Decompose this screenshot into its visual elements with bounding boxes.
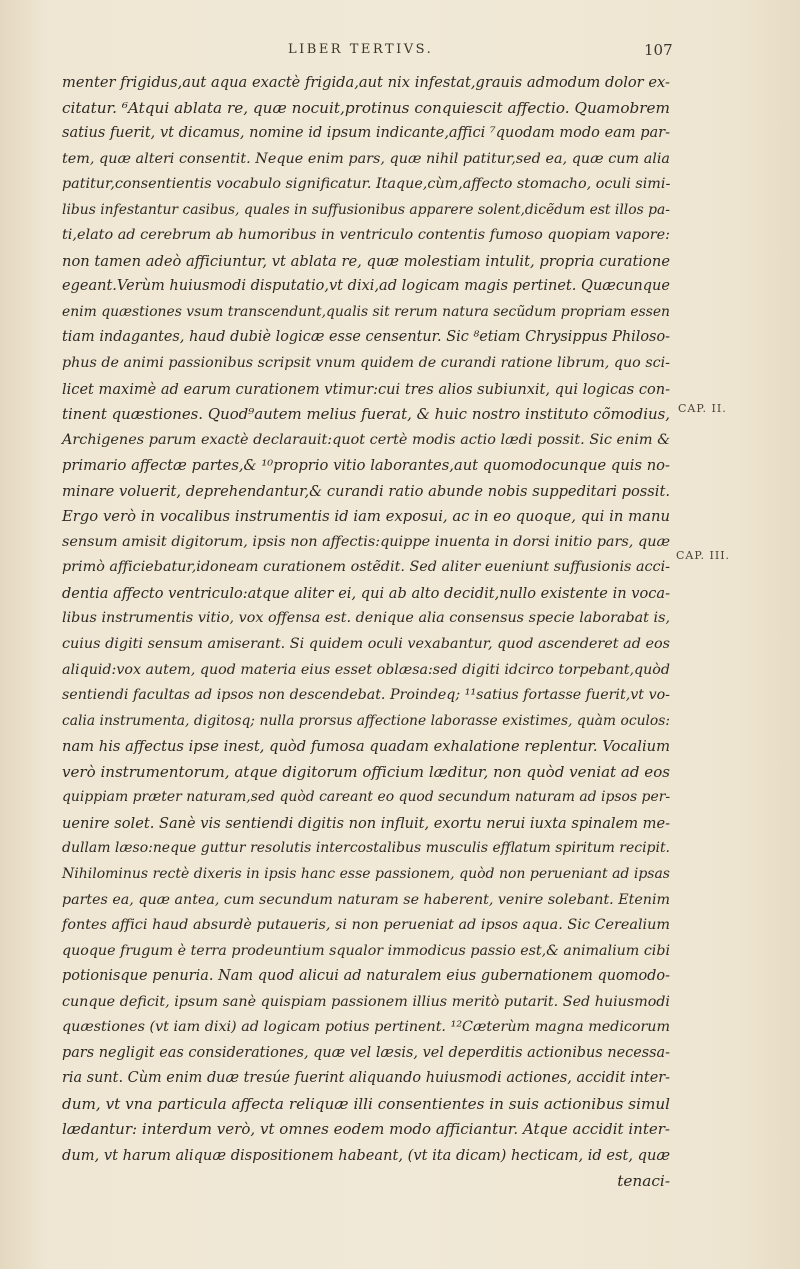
- text-line: dullam læso:neque guttur resolutis intercostalibus musculis efflatum spiritum recipit.: [62, 840, 670, 857]
- text-line: dum, vt harum aliquæ dispositionem habeant, (vt ita dicam) hecticam, id est, quæ: [62, 1146, 671, 1164]
- margin-note-chapter-3: CAP. III.: [676, 549, 731, 562]
- text-line: aliquid:vox autem, quod materia eius esset oblæsa:sed digiti idcirco torpebant,quòd: [62, 661, 670, 678]
- text-line: sentiendi facultas ad ipsos non descendebat. Proindeq; ¹¹satius fortasse fuerit,vt vo-: [62, 687, 670, 704]
- body-text: [62, 70, 670, 1194]
- text-line: sensum amisit digitorum, ipsis non affectis:quippe inuenta in dorsi initio pars, quæ: [62, 533, 670, 550]
- text-line: calia instrumenta, digitosq; nulla prorsus affectione laborasse existimes, quàm oculos:: [62, 712, 670, 729]
- text-line: primario affectæ partes,& ¹⁰proprio vitio laborantes,aut quomodocunque quis no-: [62, 457, 670, 475]
- text-line: dentia affecto ventriculo:atque aliter ei, qui ab alto decidit,nullo existente in voca-: [62, 584, 670, 602]
- text-line: tem, quæ alteri consentit. Neque enim pars, quæ nihil patitur,sed ea, quæ cum alia: [62, 150, 670, 167]
- text-line: cuius digiti sensum amiserant. Si quidem oculi vexabantur, quod ascenderet ad eos: [62, 636, 670, 653]
- text-line: potionisque penuria. Nam quod alicui ad naturalem eius gubernationem quomodo-: [62, 968, 670, 985]
- text-line: Ergo verò in vocalibus instrumentis id iam exposui, ac in eo quoque, qui in manu: [62, 508, 670, 526]
- text-line: libus instrumentis vitio, vox offensa est. denique alia consensus specie laborabat is,: [62, 610, 670, 627]
- text-line: ti,elato ad cerebrum ab humoribus in ventriculo contentis fumoso quopiam vapore:: [62, 227, 670, 244]
- text-line: ria sunt. Cùm enim duæ tresúe fuerint aliquando huiusmodi actiones, accidit inter-: [62, 1070, 670, 1087]
- text-line: non tamen adeò afficiuntur, vt ablata re, quæ molestiam intulit, propria curatione: [62, 252, 670, 270]
- text-line: libus infestantur casibus, quales in suffusionibus apparere solent,dicẽdum est illos pa-: [62, 201, 670, 218]
- text-line: minare voluerit, deprehendantur,& curandi ratio abunde nobis suppeditari possit.: [62, 482, 670, 500]
- text-line: primò afficiebatur,idoneam curationem ostẽdit. Sed aliter eueniunt suffusionis acci-: [62, 559, 670, 576]
- text-line: cunque deficit, ipsum sanè quispiam passionem illius meritò putarit. Sed huiusmodi: [62, 993, 670, 1010]
- page-header: [0, 42, 800, 62]
- text-line: pars negligit eas considerationes, quæ vel læsis, vel deperditis actionibus necessa-: [62, 1044, 670, 1061]
- running-title: LIBER TERTIVS.: [288, 42, 434, 57]
- margin-note-chapter-2: CAP. II.: [678, 402, 727, 415]
- text-line: Nihilominus rectè dixeris in ipsis hanc esse passionem, quòd non perueniant ad ipsas: [62, 865, 670, 882]
- text-line: verò instrumentorum, atque digitorum officium læditur, non quòd veniat ad eos: [62, 762, 670, 781]
- text-line: lædantur: interdum verò, vt omnes eodem modo afficiantur. Atque accidit inter-: [62, 1120, 670, 1139]
- text-line: tenaci-: [617, 1171, 670, 1190]
- text-line: menter frigidus,aut aqua exactè frigida,aut nix infestat,grauis admodum dolor ex-: [62, 74, 670, 91]
- text-line: citatur. ⁶Atqui ablata re, quæ nocuit,protinus conquiescit affectio. Quamobrem: [62, 98, 670, 117]
- text-line: quæstiones (vt iam dixi) ad logicam potius pertinent. ¹²Cæterùm magna medicorum: [62, 1019, 670, 1036]
- text-line: nam his affectus ipse inest, quòd fumosa quadam exhalatione replentur. Vocalium: [62, 738, 670, 756]
- text-line: quippiam præter naturam,sed quòd careant eo quod secundum naturam ad ipsos per-: [62, 789, 671, 806]
- text-line: fontes affici haud absurdè putaueris, si non perueniat ad ipsos aqua. Sic Cerealium: [62, 917, 670, 934]
- text-line: enim quæstiones vsum transcendunt,qualis sit rerum natura secũdum propriam essen: [62, 303, 670, 320]
- text-line: uenire solet. Sanè vis sentiendi digitis non influit, exortu nerui iuxta spinalem me-: [62, 814, 671, 832]
- text-line: patitur,consentientis vocabulo significatur. Itaque,cùm,affecto stomacho, oculi simi-: [62, 176, 671, 193]
- text-line: partes ea, quæ antea, cum secundum naturam se haberent, venire solebant. Etenim: [62, 891, 670, 908]
- text-line: tiam indagantes, haud dubiè logicæ esse censentur. Sic ⁸etiam Chrysippus Philoso-: [62, 329, 670, 346]
- text-line: egeant.Verùm huiusmodi disputatio,vt dixi,ad logicam magis pertinet. Quæcunque: [62, 278, 670, 295]
- text-line: phus de animi passionibus scripsit vnum quidem de curandi ratione librum, quo sci-: [62, 355, 670, 372]
- page-number: 107: [644, 41, 673, 59]
- text-line: tinent quæstiones. Quod⁹autem melius fuerat, & huic nostro instituto cõmodius,: [62, 405, 670, 424]
- text-line: satius fuerit, vt dicamus, nomine id ipsum indicante,affici ⁷quodam modo eam par-: [62, 125, 670, 142]
- text-line: Archigenes parum exactè declarauit:quot certè modis actio lædi possit. Sic enim &: [62, 431, 670, 448]
- text-line: licet maximè ad earum curationem vtimur:cui tres alios subiunxit, qui logicas con-: [62, 380, 671, 398]
- text-line: dum, vt vna particula affecta reliquæ illi consentientes in suis actionibus simul: [62, 1094, 670, 1113]
- text-line: quoque frugum è terra prodeuntium squalor immodicus passio est,& animalium cibi: [62, 942, 670, 959]
